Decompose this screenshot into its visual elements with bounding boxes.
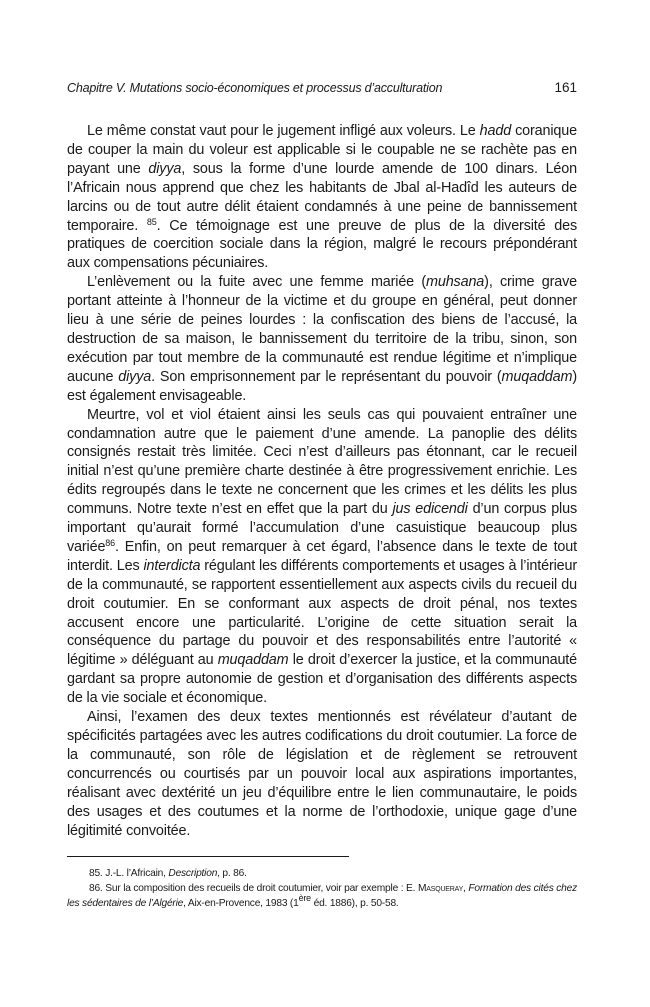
footnote-ref-86[interactable]: 86 [105,537,116,548]
term-interdicta: interdicta [143,557,201,574]
term-muhsana: muhsana [426,274,485,291]
term-muqaddam: muqaddam [217,652,289,669]
term-diyya: diyya [118,368,152,385]
footnote-85: 85. J.-L. l’Africain, Description, p. 86. [89,868,247,879]
footnote-ref-85[interactable]: 85 [146,216,157,227]
term-hadd: hadd [479,123,512,139]
page-number: 161 [554,80,577,95]
running-header [67,81,577,101]
term-jus-edicendi: jus edicendi [392,501,468,518]
paragraph-4: Ainsi, l’examen des deux textes mentionnés est révélateur d’autant de spécificités partagées avec les autres codifications du droit coutumier. La force de la communauté, son rôle de législation et de règlement se retrouvent concurrencés ou courtisés par un pouvoir local aux aspirations importantes, réalisant avec dextérité un jeu d’équilibre entre le lien communautaire, le poids des usages et des coutumes et la norme de l’orthodoxie, unique gage d’une légitimité convoitée. [67,709,577,839]
book-title: Formation des cités chez les sédentaires de l’Algérie [67,883,577,909]
author-name: Masqueray [417,883,464,894]
paragraph-2: L’enlèvement ou la fuite avec une femme mariée (muhsana), crime grave portant atteinte à l’honneur de la victime et du groupe en général, peut donner lieu à une série de peines lourdes : la confiscation des biens de l’accusé, la destruction de sa maison, le bannissement du territoire de la tribu, sinon, son exécution par tout membre de la communauté est rendue légitime et n’implique aucune diyya. Son emprisonnement par le représentant du pouvoir (muqaddam) est également envisageable. [67,274,577,404]
term-diyya: diyya [148,160,182,177]
paragraph-1: Le même constat vaut pour le jugement infligé aux voleurs. Le hadd coranique de couper la main du voleur est applicable si le coupable ne se rachète pas en payant une diyya, sous la forme d’une lourde amende de 100 dinars. Léon l’Africain nous apprend que chez les habitants de Jbal al-Hadîd les auteurs de larcins ou de tout autre délit étaient condamnés à une peine de bannissement temporaire. $^{85}$. Ce témoignage est une preuve de plus de la diversité des pratiques de coercition sociale dans la région, malgré le recours prépondérant aux compensations pécuniaires. [67,123,577,272]
footnote-86: 86. Sur la composition des recueils de droit coutumier, voir par exemple : E. Masqueray, Formation des cités chez les sédentaires de l’Algérie, Aix-en-Provence, 1983 (1ère éd. 1886), p. 50-58. [67,883,577,909]
footnotes [67,866,577,911]
body-text [67,122,577,840]
chapter-title: Chapitre V. Mutations socio-économiques et processus d’acculturation [67,81,443,95]
paragraph-3: Meurtre, vol et viol étaient ainsi les seuls cas qui pouvaient entraîner une condamnation autre que le paiement d’une amende. La panoplie des délits consignés restait très limitée. Ceci n’est d’ailleurs pas étonnant, car le recueil initial n’est qu’une première charte destinée à être progressivement enrichie. Les édits regroupés dans le texte ne concernent que les crimes et les délits les plus communs. Notre texte n’est en effet que la part du jus edicendi d’un corpus plus important qu’aurait formé l’accumulation d’une casuistique beaucoup plus variée$^{86}$. Enfin, on peut remarquer à cet égard, l’absence dans le texte de tout interdit. Les interdicta régulant les différents comportements et usages à l’intérieur de la communauté, se rapportent essentiellement aux aspects civils du recueil du droit coutumier. En se conformant aux aspects de droit pénal, nos textes accusent encore une particularité. L’origine de cette situation serait la conséquence du partage du pouvoir et des responsabilités entre l’autorité « légitime » déléguant au muqaddam le droit d’exercer la justice, et la communauté gardant sa propre autonomie de gestion et d’organisation des différents aspects de la vie sociale et économique. [67,406,578,707]
term-muqaddam: muqaddam [501,368,573,385]
footnote-divider [67,856,349,857]
